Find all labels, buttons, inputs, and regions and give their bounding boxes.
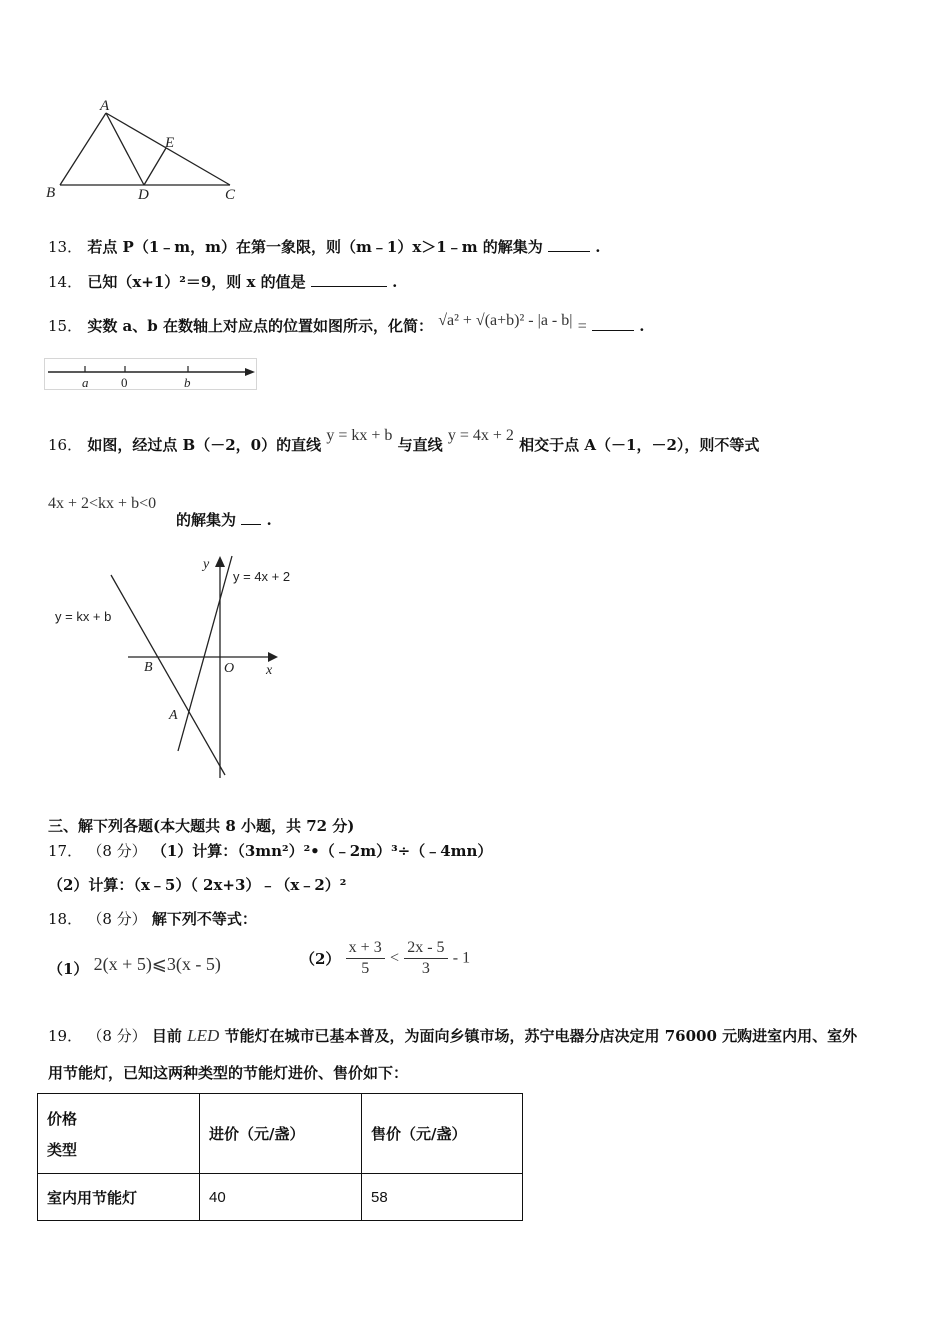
minus-one: - 1 (452, 949, 471, 967)
header-cost: 进价（元/盏） (200, 1094, 362, 1174)
question-text: 实数 a、b 在数轴上对应点的位置如图所示，化简： (87, 317, 433, 335)
header-price: 售价（元/盏） (362, 1094, 523, 1174)
question-18-part-2 (300, 938, 470, 979)
answer-blank[interactable] (241, 524, 261, 525)
line-2-equation: y = 4x + 2 (447, 427, 514, 444)
header-diagonal-cell (38, 1094, 200, 1174)
question-16-tail (176, 509, 272, 530)
label-d: D (138, 187, 149, 203)
simplify-formula: √a² + √(a+b)² - |a - b| (438, 312, 573, 329)
question-points: （8 分） (87, 910, 147, 928)
equals-sign: = (577, 318, 587, 335)
period: . (639, 317, 645, 335)
number-line (44, 358, 259, 392)
period: . (266, 511, 272, 529)
row-price: 58 (362, 1174, 523, 1221)
question-part-1: （1）计算：（3mn²）²•（﹣2m）³÷（﹣4mn） (151, 842, 493, 860)
triangle-figure (40, 95, 250, 205)
label-line-kx-plus-b: y = kx + b (55, 609, 112, 624)
question-15 (48, 312, 645, 336)
fraction-1 (346, 938, 385, 979)
label-b: B (144, 660, 153, 675)
row-type: 室内用节能灯 (38, 1174, 200, 1221)
y-arrow (215, 556, 225, 567)
row-cost: 40 (200, 1174, 362, 1221)
label-zero: 0 (121, 375, 128, 390)
label-c: C (225, 187, 236, 203)
question-points: （8 分） (87, 1027, 147, 1045)
arrow-head (245, 368, 255, 376)
label-b: B (46, 185, 56, 201)
question-text-a: 目前 (151, 1027, 182, 1045)
question-text: 已知（x+1）²＝9，则 x 的值是 (87, 273, 306, 291)
question-19-line-2: 用节能灯，已知这两种类型的节能灯进价、售价如下： (48, 1064, 409, 1082)
period: . (392, 273, 398, 291)
question-number: 14． (48, 273, 83, 291)
fraction-1-numerator: x + 3 (346, 938, 385, 959)
fraction-2-numerator: 2x - 5 (404, 938, 447, 959)
section-3-title: 三、解下列各题(本大题共 8 小题，共 72 分) (48, 817, 355, 835)
line-4x-plus-2 (178, 556, 235, 751)
inequality: 4x + 2<kx + b<0 (48, 495, 157, 512)
inequality-1: 2(x + 5)⩽3(x - 5) (93, 954, 221, 974)
question-text-1: 如图，经过点 B（－2，0）的直线 (87, 436, 322, 454)
segment-ab (60, 113, 106, 185)
label-o: O (224, 661, 235, 676)
question-number: 16． (48, 436, 83, 454)
question-17 (48, 840, 492, 861)
label-a: a (82, 375, 89, 390)
price-table (37, 1093, 523, 1221)
part-label: （2） (300, 950, 341, 968)
part-label: （1） (48, 960, 89, 978)
table-row (38, 1174, 523, 1221)
header-type-label: 类型 (47, 1140, 78, 1159)
led-term: LED (187, 1026, 220, 1045)
question-number: 15． (48, 317, 83, 335)
question-text-b: 节能灯在城市已基本普及，为面向乡镇市场，苏宁电器分店决定用 76000 元购进室内用、室外 (224, 1027, 858, 1045)
question-text: 解下列不等式： (151, 910, 257, 928)
less-than-sign: < (389, 949, 399, 967)
question-number: 19． (48, 1027, 83, 1045)
line-kx-plus-b (111, 575, 225, 775)
line-graph (48, 548, 318, 788)
table-header-row (38, 1094, 523, 1174)
period: . (595, 238, 601, 256)
question-number: 13． (48, 238, 83, 256)
answer-blank[interactable] (548, 251, 590, 252)
question-text: 若点 P（1﹣m，m）在第一象限，则（m﹣1）x＞1﹣m 的解集为 (87, 238, 543, 256)
label-x: x (266, 663, 273, 678)
question-13 (48, 236, 601, 257)
question-text-4: 的解集为 (176, 511, 237, 529)
x-arrow (268, 652, 278, 662)
question-number: 18． (48, 910, 83, 928)
question-14 (48, 271, 397, 292)
header-price-label: 价格 (47, 1109, 78, 1128)
answer-blank[interactable] (311, 286, 387, 287)
label-a: A (100, 98, 110, 114)
label-y: y (203, 557, 210, 572)
question-16 (48, 427, 760, 455)
question-text-2: 与直线 (397, 436, 443, 454)
answer-blank[interactable] (592, 330, 634, 331)
question-19 (48, 1025, 857, 1046)
question-text-3: 相交于点 A（－1，－2），则不等式 (519, 436, 760, 454)
question-18-part-1 (48, 954, 221, 979)
label-line-4x-plus-2: y = 4x + 2 (233, 569, 291, 584)
fraction-2-denominator: 3 (421, 960, 430, 977)
question-number: 17． (48, 842, 83, 860)
label-b: b (184, 375, 191, 390)
line-1-equation: y = kx + b (326, 427, 393, 444)
question-points: （8 分） (87, 842, 147, 860)
question-18 (48, 908, 257, 929)
question-17-part-2: （2）计算：（x﹣5）（ 2x+3）﹣（x﹣2）² (48, 876, 347, 894)
fraction-1-denominator: 5 (361, 960, 370, 977)
label-e: E (165, 135, 175, 151)
label-a: A (169, 708, 178, 723)
fraction-2 (404, 938, 447, 979)
segment-de (144, 148, 166, 185)
